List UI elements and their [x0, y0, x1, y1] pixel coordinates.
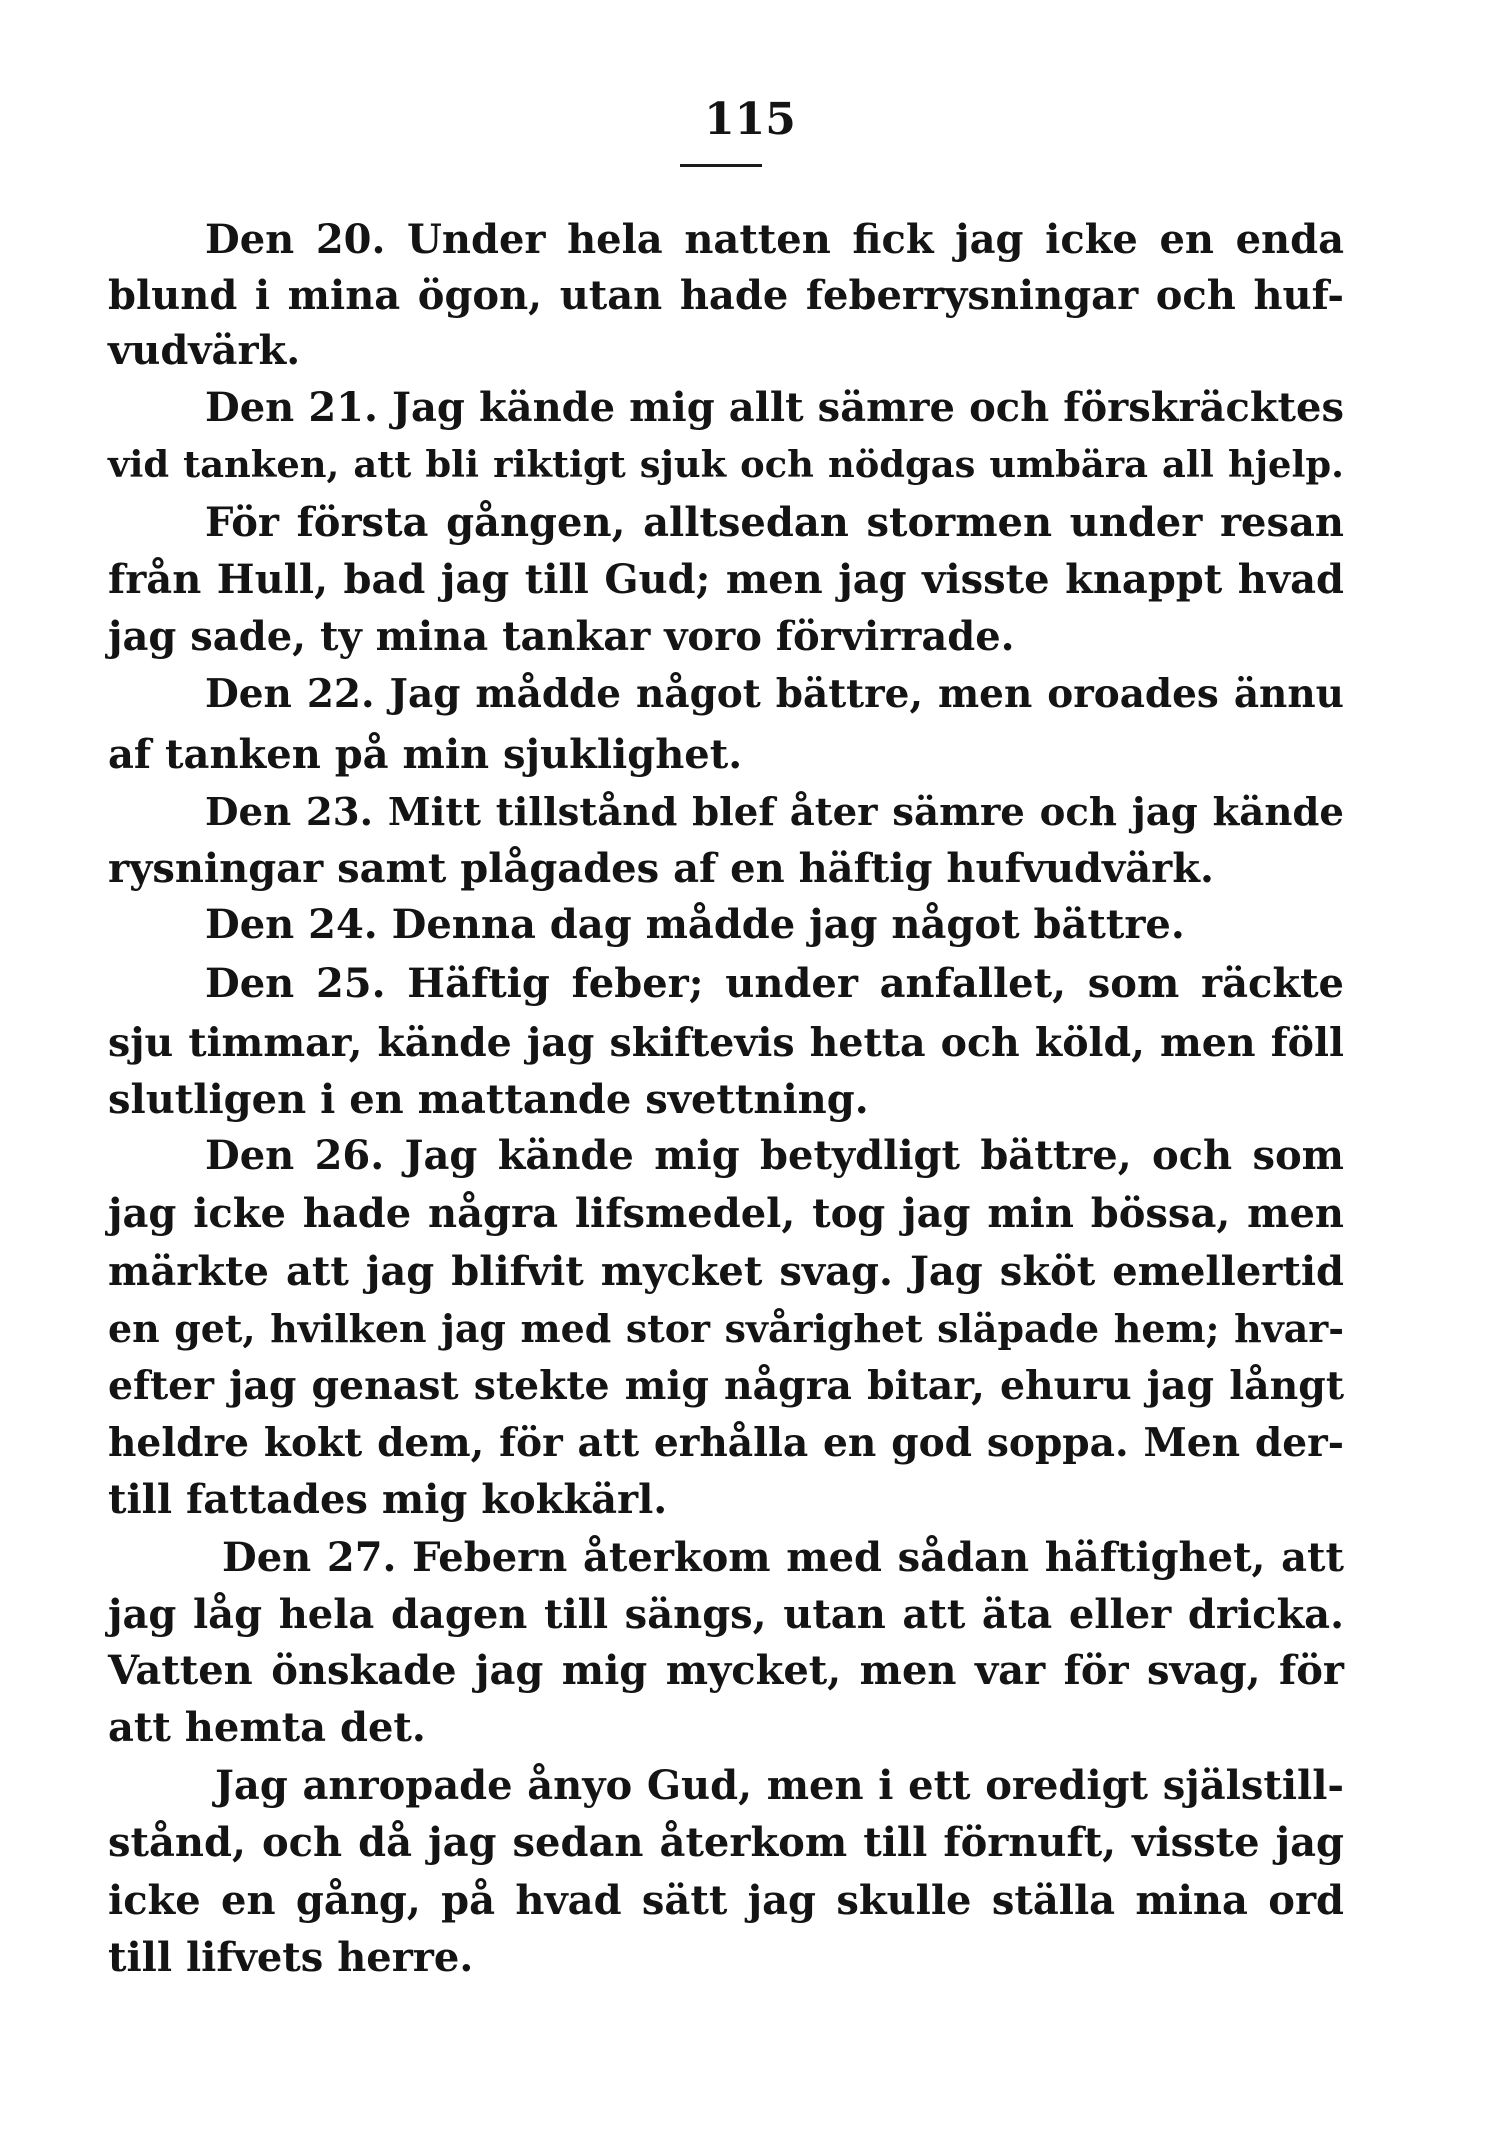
text-line: slutligen i en mattande svettning.	[108, 1076, 869, 1123]
text-line: Vatten önskade jag mig mycket, men var för svag, för	[108, 1647, 1344, 1694]
text-line: blund i mina ögon, utan hade feberrysningar och huf-	[108, 272, 1344, 319]
page-number: 115	[704, 94, 796, 145]
text-line: efter jag genast stekte mig några bitar, ehuru jag långt	[108, 1363, 1344, 1409]
text-line: Den 25. Häftig feber; under anfallet, som räckte	[205, 960, 1344, 1007]
text-line: att hemta det.	[108, 1704, 426, 1751]
text-line: Den 21. Jag kände mig allt sämre och förskräcktes	[205, 384, 1344, 431]
text-line: Den 26. Jag kände mig betydligt bättre, och som	[205, 1132, 1344, 1179]
text-line: stånd, och då jag sedan återkom till förnuft, visste jag	[108, 1819, 1344, 1866]
text-line: vudvärk.	[108, 327, 301, 374]
text-line: märkte att jag blifvit mycket svag. Jag sköt emellertid	[108, 1248, 1344, 1295]
text-line: sju timmar, kände jag skiftevis hetta och köld, men föll	[108, 1020, 1344, 1066]
text-line: Den 24. Denna dag mådde jag något bättre.	[205, 901, 1185, 948]
text-line: jag icke hade några lifsmedel, tog jag min bössa, men	[108, 1190, 1344, 1237]
text-line: rysningar samt plågades af en häftig hufvudvärk.	[108, 845, 1214, 892]
text-line: heldre kokt dem, för att erhålla en god soppa. Men der-	[108, 1420, 1344, 1466]
text-line: För första gången, alltsedan stormen under resan	[205, 499, 1344, 546]
text-line: Jag anropade ånyo Gud, men i ett oredigt själstill-	[215, 1762, 1344, 1809]
text-line: Den 22. Jag mådde något bättre, men oroades ännu	[205, 671, 1344, 717]
text-line: till fattades mig kokkärl.	[108, 1476, 668, 1523]
text-line: Den 23. Mitt tillstånd blef åter sämre och jag kände	[205, 790, 1344, 835]
text-line: till lifvets herre.	[108, 1934, 474, 1981]
text-line: af tanken på min sjuklighet.	[108, 731, 743, 778]
text-line: icke en gång, på hvad sätt jag skulle ställa mina ord	[108, 1877, 1344, 1924]
text-line: från Hull, bad jag till Gud; men jag visste knappt hvad	[108, 556, 1344, 603]
text-line: Den 27. Febern återkom med sådan häftighet, att	[222, 1534, 1344, 1581]
text-line: vid tanken, att bli riktigt sjuk och nödgas umbära all hjelp.	[108, 442, 1344, 486]
page-number-rule	[680, 164, 762, 167]
text-line: en get, hvilken jag med stor svårighet släpade hem; hvar-	[108, 1306, 1344, 1351]
text-line: jag sade, ty mina tankar voro förvirrade.	[108, 613, 1015, 660]
text-line: Den 20. Under hela natten fick jag icke en enda	[205, 216, 1344, 263]
text-line: jag låg hela dagen till sängs, utan att äta eller dricka.	[108, 1591, 1344, 1638]
